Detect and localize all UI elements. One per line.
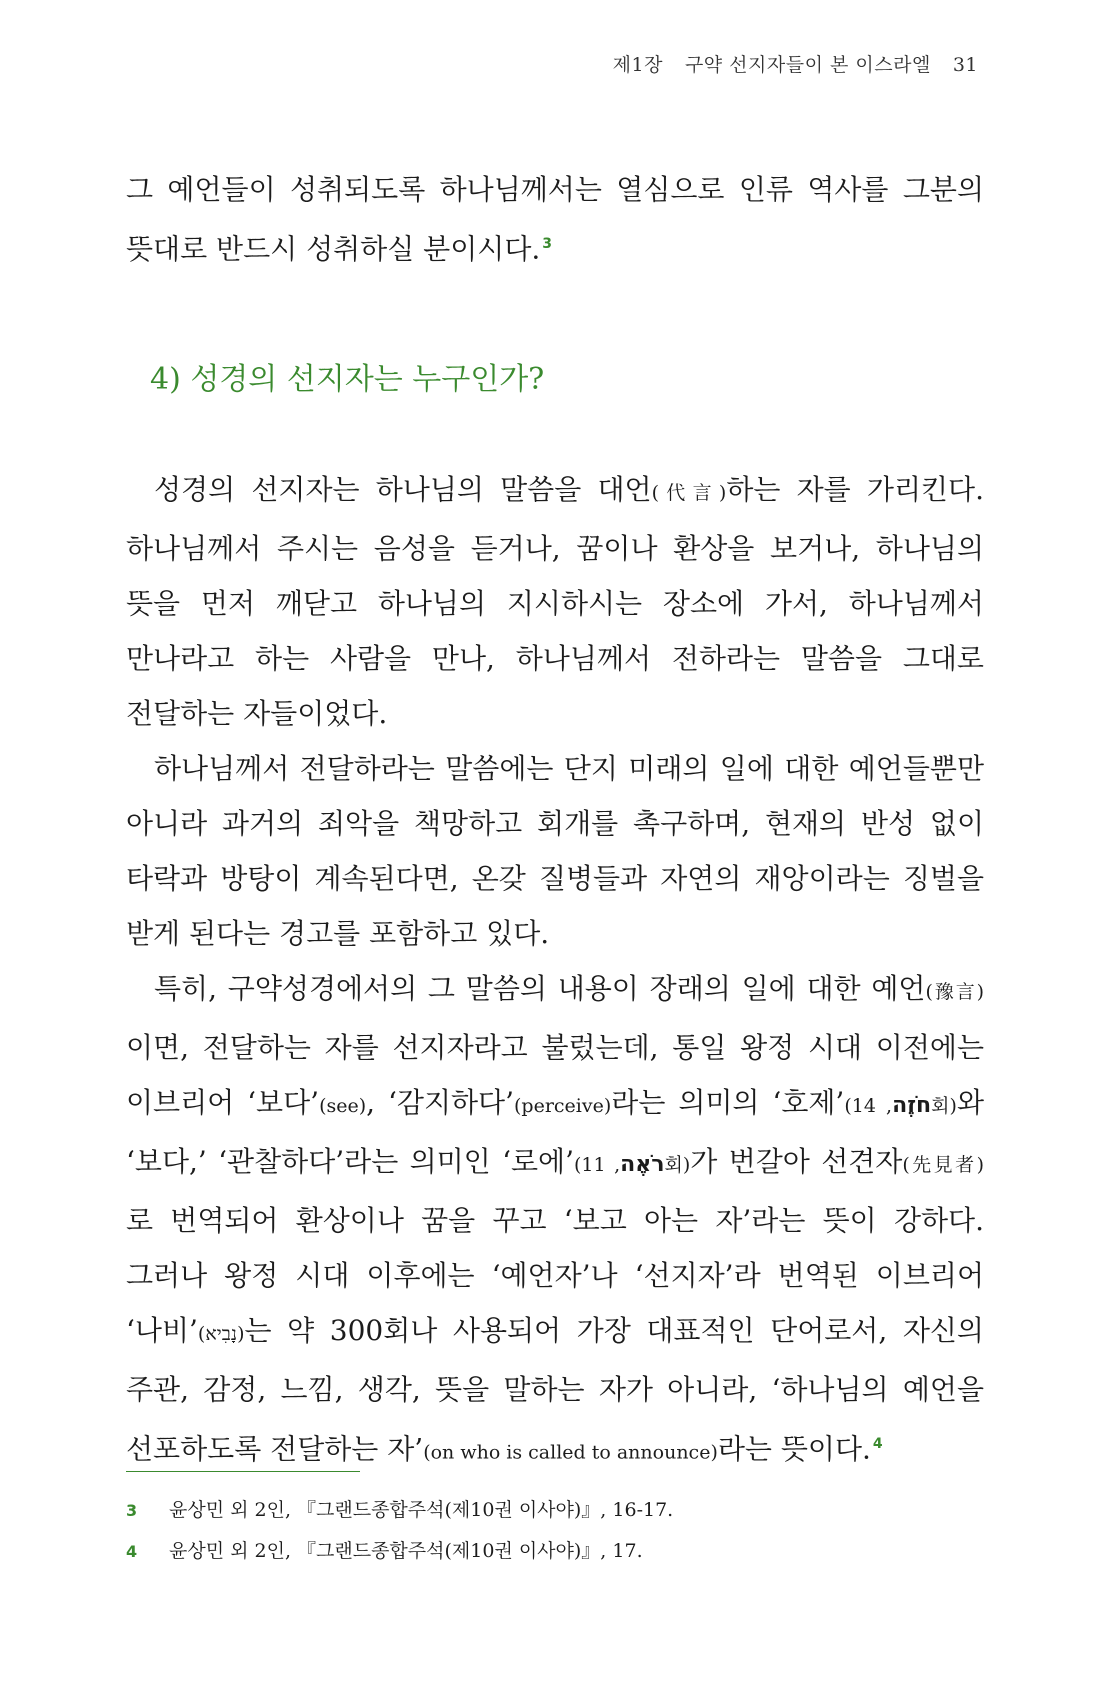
p3-english-see: (see) bbox=[319, 1095, 367, 1118]
footnote-ref-4[interactable]: 4 bbox=[872, 1436, 883, 1453]
footnote-text: 윤상민 외 2인, 『그랜드종합주석(제10권 이사야)』, 17. bbox=[169, 1540, 643, 1562]
paragraph-2: 하나님께서 전달하라는 말씀에는 단지 미래의 일에 대한 예언들뿐만 아니라 과거의 죄악을 책망하고 회개를 촉구하며, 현재의 반성 없이 타락과 방탕이 계속된다면, 온갖 질병들과 자연의 재앙이라는 징벌을 받게 된다는 경고를 포함하고 있다. bbox=[126, 752, 984, 951]
p3-hebrew-navi: (נָבִיא) bbox=[197, 1323, 245, 1346]
p3-roeh-open: ( bbox=[573, 1154, 582, 1177]
paragraph-3 bbox=[126, 961, 984, 1480]
chapter-number: 제1장 bbox=[612, 54, 663, 76]
section-heading: 4) 성경의 선지자는 누구인가? bbox=[150, 362, 545, 398]
paragraph-1 bbox=[126, 462, 984, 741]
footnote-text: 윤상민 외 2인, 『그랜드종합주석(제10권 이사야)』, 16-17. bbox=[169, 1499, 674, 1521]
p3-text-e: 와 ‘보다,’ ‘관찰하다’라는 의미인 ‘로에’ bbox=[126, 1086, 984, 1179]
p3-hozeh-open: ( bbox=[844, 1095, 852, 1118]
p1-text-b: 하는 자를 가리킨다. 하나님께서 주시는 음성을 듣거나, 꿈이나 환상을 보거나, 하나님의 뜻을 먼저 깨닫고 하나님의 지시하시는 장소에 가서, 하나님께서 만나라고 하는 사람을 만나, 하나님께서 전하라는 말씀을 그대로 전달하는 자들이었다. bbox=[126, 473, 984, 731]
footnote-divider bbox=[126, 1471, 360, 1472]
p3-text-g: 로 번역되어 환상이나 꿈을 꾸고 ‘보고 아는 자’라는 뜻이 강하다. 그러나 왕정 시대 이후에는 ‘예언자’나 ‘선지자’라 번역된 이브리어 ‘나비’ bbox=[126, 1204, 984, 1348]
page-number: 31 bbox=[952, 54, 978, 76]
footnote-ref-3[interactable]: 3 bbox=[542, 236, 553, 252]
p3-hanja-1: (豫言) bbox=[925, 981, 984, 1004]
p3-english-perceive: (perceive) bbox=[514, 1095, 612, 1118]
p3-english-definition: (on who is called to announce) bbox=[423, 1441, 718, 1464]
p1-text-a: 성경의 선지자는 하나님의 말씀을 대언 bbox=[154, 473, 652, 507]
p1-hanja: (代言) bbox=[651, 482, 727, 505]
p3-text-b: 이면, 전달하는 자를 선지자라고 불렀는데, 통일 왕정 시대 이전에는 이브리어 ‘보다’ bbox=[126, 1031, 984, 1120]
chapter-title: 구약 선지자들이 본 이스라엘 bbox=[684, 54, 931, 76]
p3-text-i: 라는 뜻이다. bbox=[717, 1432, 871, 1466]
page-body bbox=[126, 162, 984, 1481]
p3-roeh-count: , 11회) bbox=[581, 1154, 691, 1177]
p3-text-a: 특히, 구약성경에서의 그 말씀의 내용이 장래의 일에 대한 예언 bbox=[154, 972, 926, 1006]
footnotes bbox=[126, 1494, 984, 1576]
footnote-3 bbox=[126, 1494, 984, 1527]
footnote-number: 3 bbox=[126, 1501, 138, 1520]
intro-text: 그 예언들이 성취되도록 하나님께서는 열심으로 인류 역사를 그분의 뜻대로 반드시 성취하실 분이시다. bbox=[126, 173, 984, 266]
p3-text-d: 라는 의미의 ‘호제’ bbox=[611, 1086, 845, 1120]
p3-text-f: 가 번갈아 선견자 bbox=[690, 1145, 903, 1179]
p3-hebrew-hozeh: חֹזֶה bbox=[892, 1093, 932, 1119]
p3-hebrew-roeh: רֹאֶה bbox=[620, 1152, 665, 1178]
footnote-4 bbox=[126, 1535, 984, 1568]
p3-text-h: 는 약 300회나 사용되어 가장 대표적인 단어로서, 자신의 주관, 감정, 느낌, 생각, 뜻을 말하는 자가 아니라, ‘하나님의 예언을 선포하도록 전달하는 자’ bbox=[126, 1314, 984, 1466]
intro-paragraph bbox=[126, 162, 984, 276]
running-head bbox=[613, 50, 978, 77]
p3-text-c: , ‘감지하다’ bbox=[366, 1086, 514, 1120]
p3-hanja-2: (先見者) bbox=[902, 1154, 984, 1177]
p3-hozeh-count: , 14회) bbox=[851, 1095, 957, 1118]
footnote-number: 4 bbox=[126, 1542, 138, 1561]
